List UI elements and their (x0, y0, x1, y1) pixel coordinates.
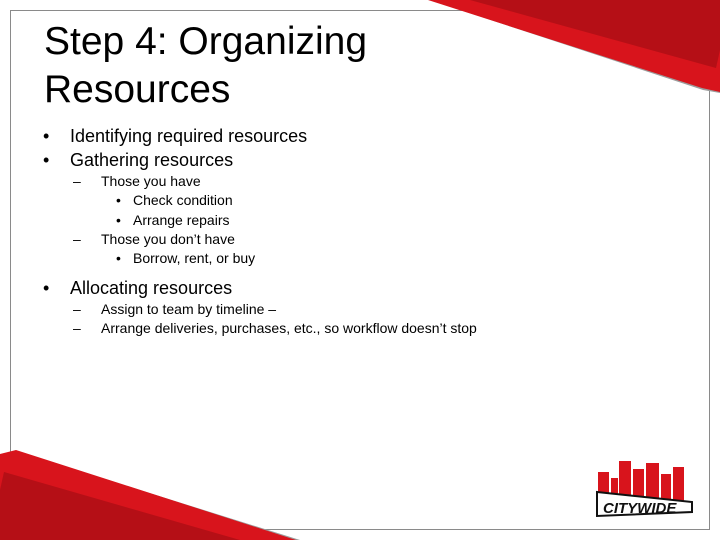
bullet-text: Gathering resources (70, 150, 234, 170)
bullet-list (40, 124, 660, 338)
logo-wordmark: CITYWIDE (603, 500, 677, 517)
bullet-marker: • (43, 126, 50, 146)
slide-title (44, 18, 367, 114)
sub-bullet-item (40, 300, 660, 319)
bullet-item (40, 148, 660, 172)
bullet-marker: • (116, 211, 121, 228)
sub-bullet-text: Assign to team by timeline – (101, 300, 277, 317)
bullet-item (40, 124, 660, 148)
dash-marker: – (73, 319, 81, 336)
bullet-text: Identifying required resources (70, 126, 308, 146)
title-line-2: Resources (44, 68, 231, 111)
sub-sub-bullet-item (40, 211, 660, 231)
sub-bullet-item (40, 319, 660, 338)
sub-sub-bullet-item (40, 191, 660, 211)
sub-sub-bullet-text: Borrow, rent, or buy (133, 250, 256, 266)
bullet-marker: • (43, 277, 50, 298)
sub-bullet-text: Those you don’t have (101, 231, 235, 247)
title-line-1: Step 4: Organizing (44, 20, 368, 63)
top-right-ribbon (428, 0, 720, 93)
bullet-text: Allocating resources (70, 277, 233, 298)
sub-sub-bullet-text: Arrange repairs (133, 211, 230, 228)
bullet-item (40, 276, 660, 300)
sub-sub-bullet-text: Check condition (133, 192, 233, 208)
sub-bullet-item (40, 172, 660, 191)
bullet-marker: • (116, 192, 121, 208)
citywide-logo (595, 458, 695, 520)
dash-marker: – (73, 173, 81, 189)
bullet-marker: • (116, 250, 121, 266)
bottom-left-ribbon (0, 450, 300, 540)
sub-sub-bullet-item (40, 249, 660, 269)
sub-bullet-text: Arrange deliveries, purchases, etc., so workflow doesn’t stop (101, 319, 477, 336)
sub-bullet-item (40, 230, 660, 249)
dash-marker: – (73, 300, 81, 317)
bullet-marker: • (43, 150, 50, 170)
sub-bullet-text: Those you have (101, 173, 201, 189)
dash-marker: – (73, 231, 81, 247)
